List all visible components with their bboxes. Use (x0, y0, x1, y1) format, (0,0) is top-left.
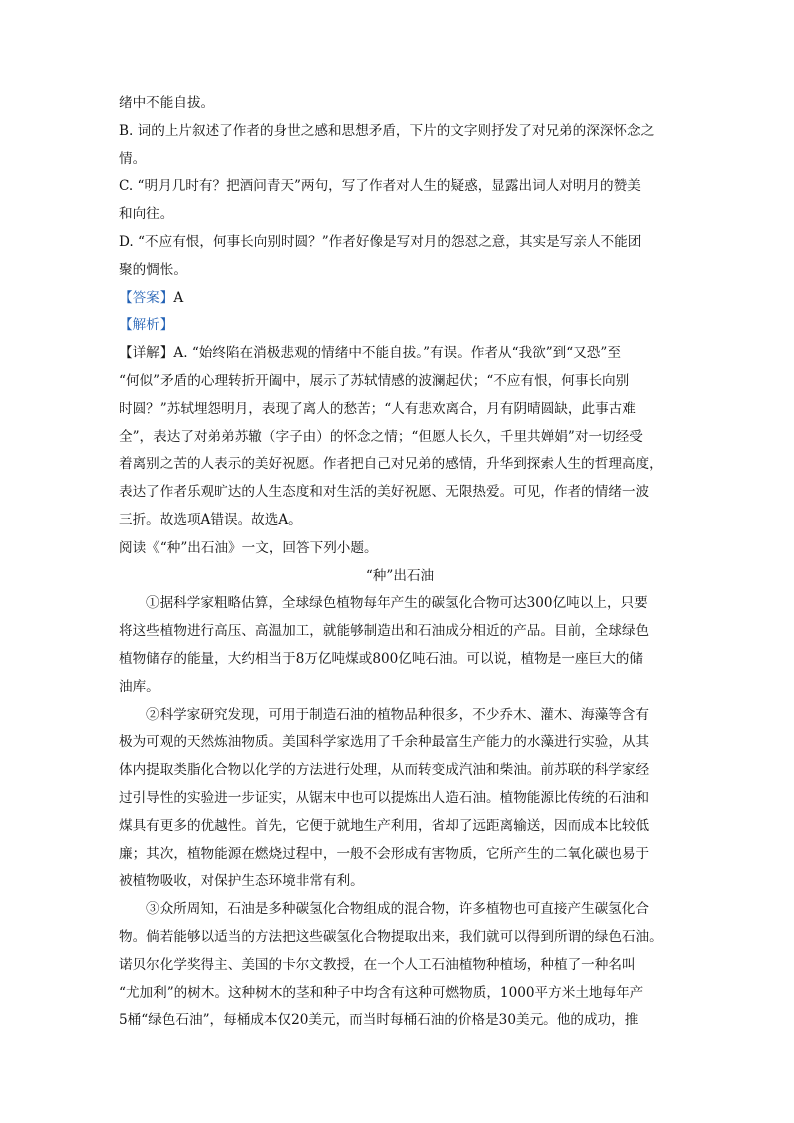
answer-value: A (173, 289, 184, 306)
detail-line: “何似”矛盾的心理转折开阖中，展示了苏轼情感的波澜起伏；“不应有恨，何事长向别 (119, 372, 630, 389)
paragraph-3-line: ③众所周知，石油是多种碳氢化合物组成的混合物，许多植物也可直接产生碳氢化合 (146, 901, 649, 918)
option-c-line: C. “明月几时有？把酒问青天”两句，写了作者对人生的疑惑，显露出词人对明月的赞美 (119, 178, 641, 195)
paragraph-1-line: ①据科学家粗略估算，全球绿色植物每年产生的碳氢化合物可达300亿吨以上，只要 (146, 595, 648, 612)
paragraph-2-line: 廉；其次，植物能源在燃烧过程中，一般不会形成有害物质，它所产生的二氧化碳也易于 (119, 845, 650, 862)
analysis-tag: 【解析】 (119, 317, 174, 334)
paragraph-2-line: 体内提取类脂化合物以化学的方法进行处理，从而转变成汽油和柴油。前苏联的科学家经 (119, 762, 650, 779)
option-d-line: D. “不应有恨，何事长向别时圆？”作者好像是写对月的怨怼之意，其实是写亲人不能团 (119, 233, 642, 250)
paragraph-3-line: “尤加利”的树木。这种树木的茎和种子中均含有这种可燃物质，1000平方米土地每年产 (119, 984, 644, 1001)
article-title: “种”出石油 (365, 567, 435, 584)
document-page (119, 90, 681, 1035)
paragraph-2-line: 被植物吸收，对保护生态环境非常有利。 (119, 873, 364, 890)
question-line: 绪中不能自拔。 (119, 95, 215, 111)
paragraph-3-line: 诺贝尔化学奖得主、美国的卡尔文教授，在一个人工石油植物种植场，种植了一种名叫 (119, 956, 636, 973)
analysis-line (119, 312, 681, 340)
detail-line: 时圆？”苏轼埋怨明月，表现了离人的愁苦；“人有悲欢离合，月有阴晴圆缺，此事古难 (119, 400, 636, 417)
option-b-line: 情。 (119, 150, 147, 167)
option-c-line: 和向往。 (119, 206, 174, 223)
paragraph-1-line: 将这些植物进行高压、高温加工，就能够制造出和石油成分相近的产品。目前，全球绿色 (119, 623, 650, 640)
detail-line: 表达了作者乐观旷达的人生态度和对生活的美好祝愿、无限热爱。可见，作者的情绪一波 (119, 484, 650, 501)
paragraph-2-line: 极为可观的天然炼油物质。美国科学家选用了千余种最富生产能力的水藻进行实验，从其 (119, 734, 650, 751)
detail-line: 三折。故选项A错误。故选A。 (119, 511, 302, 528)
paragraph-3-line: 5桶“绿色石油”，每桶成本仅20美元，而当时每桶石油的价格是30美元。他的成功，推 (119, 1012, 639, 1029)
answer-tag: 【答案】 (119, 289, 174, 306)
paragraph-3-line: 物。倘若能够以适当的方法把这些碳氢化合物提取出来，我们就可以得到所谓的绿色石油。 (119, 928, 663, 945)
paragraph-2-line: ②科学家研究发现，可用于制造石油的植物品种很多，不少乔木、灌木、海藻等含有 (146, 706, 649, 723)
option-b-line: B. 词的上片叙述了作者的身世之感和思想矛盾，下片的文字则抒发了对兄弟的深深怀念之 (119, 122, 655, 139)
detail-text: A. “始终陷在消极悲观的情绪中不能自拔。”有误。作者从“我欲”到“又恐”至 (173, 345, 621, 362)
paragraph-1-line: 油库。 (119, 678, 160, 695)
option-d-line: 聚的惆怅。 (119, 261, 187, 278)
detail-first-line (119, 340, 681, 368)
detail-line: 着离别之苦的人表示的美好祝愿。作者把自己对兄弟的感情，升华到探索人生的哲理高度， (119, 456, 663, 473)
answer-line (119, 285, 681, 313)
paragraph-2-line: 煤具有更多的优越性。首先，它便于就地生产利用，省却了远距离输送，因而成本比较低 (119, 817, 650, 834)
paragraph-2-line: 过引导性的实验进一步证实，从锯末中也可以提炼出人造石油。植物能源比传统的石油和 (119, 789, 650, 806)
detail-line: 全”，表达了对弟弟苏辙（字子由）的怀念之情；“但愿人长久，千里共婵娟”对一切经受 (119, 428, 643, 445)
detail-tag: 【详解】 (119, 345, 174, 362)
paragraph-1-line: 植物储存的能量，大约相当于8万亿吨煤或800亿吨石油。可以说，植物是一座巨大的储 (119, 650, 643, 667)
reading-intro: 阅读《“种”出石油》一文，回答下列小题。 (119, 539, 378, 556)
